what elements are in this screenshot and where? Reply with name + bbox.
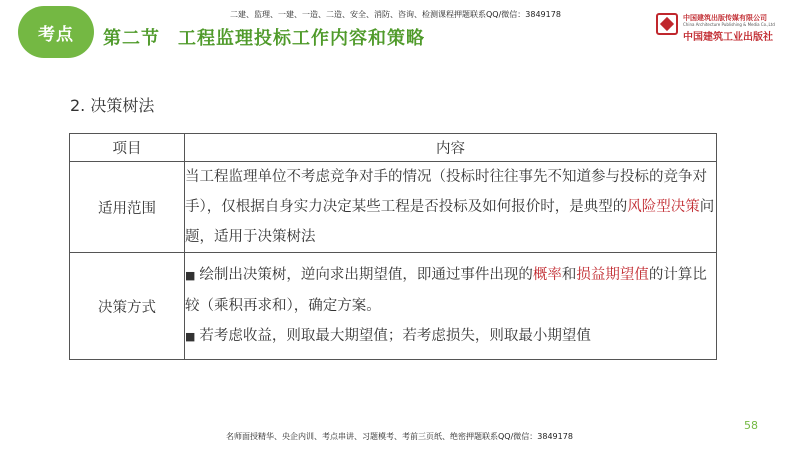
highlight-text: 风险型决策	[627, 199, 700, 215]
content-text: 的计算比较（乘积再求和），确定方案。	[185, 267, 707, 314]
content-table	[69, 133, 717, 360]
content-text: 问题，适用于决策树法	[185, 199, 715, 245]
bullet-item	[185, 260, 716, 321]
section-number: 第二节	[103, 28, 160, 49]
publisher-name-cn2: 中国建筑工业出版社	[683, 32, 773, 43]
table-header-row	[70, 134, 717, 162]
page-title	[103, 24, 425, 50]
content-text: 和	[561, 267, 577, 283]
bullet-item	[185, 321, 716, 352]
bullet-icon: ■	[185, 330, 196, 343]
subsection-title: 2. 决策树法	[70, 96, 155, 115]
section-name: 工程监理投标工作内容和策略	[178, 28, 425, 49]
row-content	[185, 253, 717, 360]
page-number: 58	[744, 419, 758, 432]
publisher-logo-icon	[656, 13, 678, 35]
header-content: 内容	[185, 134, 717, 162]
content-text: 若考虑收益，则取最大期望值；若考虑损失，则取最小期望值	[199, 328, 591, 344]
publisher-name-en: China Architecture Publishing & Media Co.,Ltd	[683, 22, 775, 27]
row-content	[185, 162, 717, 253]
publisher-name-cn: 中国建筑出版传媒有限公司	[683, 14, 767, 22]
badge-tail	[26, 44, 46, 56]
top-note: 二建、监理、一建、一造、二造、安全、消防、咨询、检测课程押题联系QQ/微信：3849178	[230, 10, 561, 19]
header-item: 项目	[70, 134, 185, 162]
badge-label: 考点	[38, 24, 74, 45]
footer-note: 名师面授精华、央企内训、考点串讲、习题模考、考前三页纸、绝密押题联系QQ/微信：3849178	[226, 432, 573, 441]
bullet-icon: ■	[185, 269, 196, 282]
content-text: 当工程监理单位不考虑竞争对手的情况（投标时往往事先不知道参与投标的竞争对手），仅根据自身实力决定某些工程是否投标及如何报价时，是典型的	[185, 169, 707, 215]
table-row	[70, 162, 717, 253]
row-label: 决策方式	[70, 253, 185, 360]
row-label: 适用范围	[70, 162, 185, 253]
publisher-logo	[656, 13, 791, 43]
highlight-text: 概率	[532, 267, 562, 283]
highlight-text: 损益期望值	[576, 267, 649, 283]
table-row	[70, 253, 717, 360]
content-text: 绘制出决策树，逆向求出期望值，即通过事件出现的	[199, 267, 533, 283]
